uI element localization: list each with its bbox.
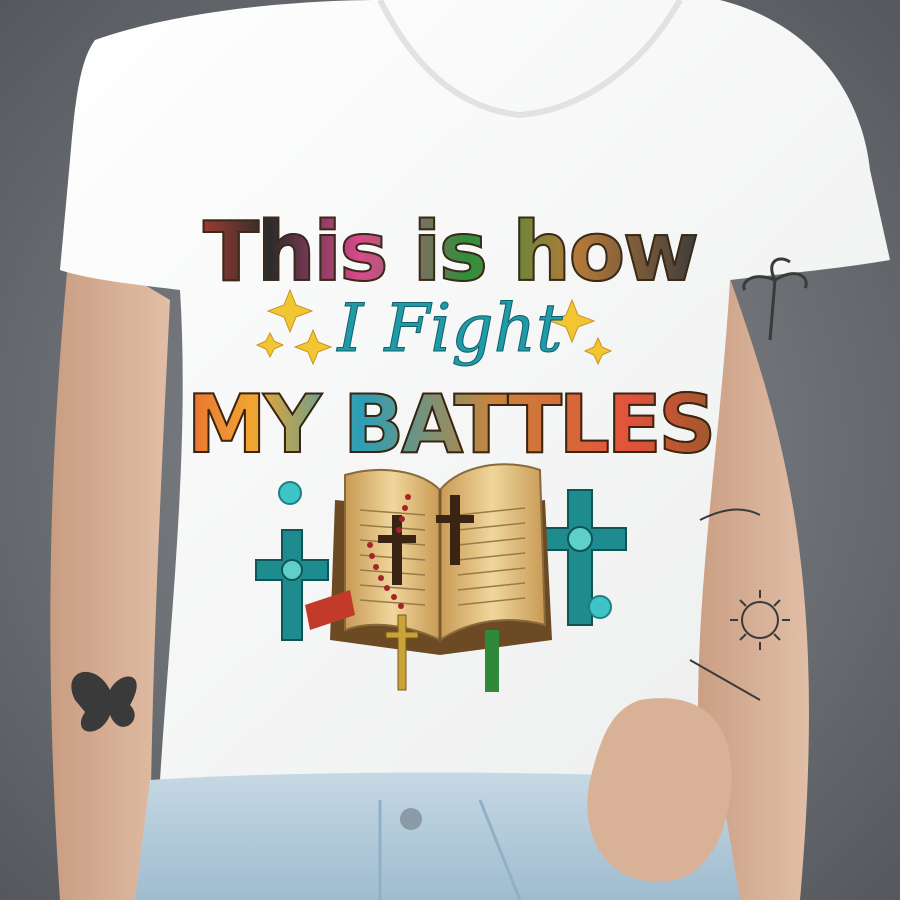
print-headline-i-fight: I Fight bbox=[337, 290, 563, 367]
turquoise-stone-left bbox=[279, 482, 301, 504]
green-bookmark bbox=[485, 630, 499, 692]
print-headline-my-battles: MY BATTLES bbox=[0, 378, 900, 471]
jeans-button bbox=[400, 808, 422, 830]
turquoise-stone-right bbox=[589, 596, 611, 618]
print-headline-this-is-how: This is how bbox=[0, 205, 900, 300]
